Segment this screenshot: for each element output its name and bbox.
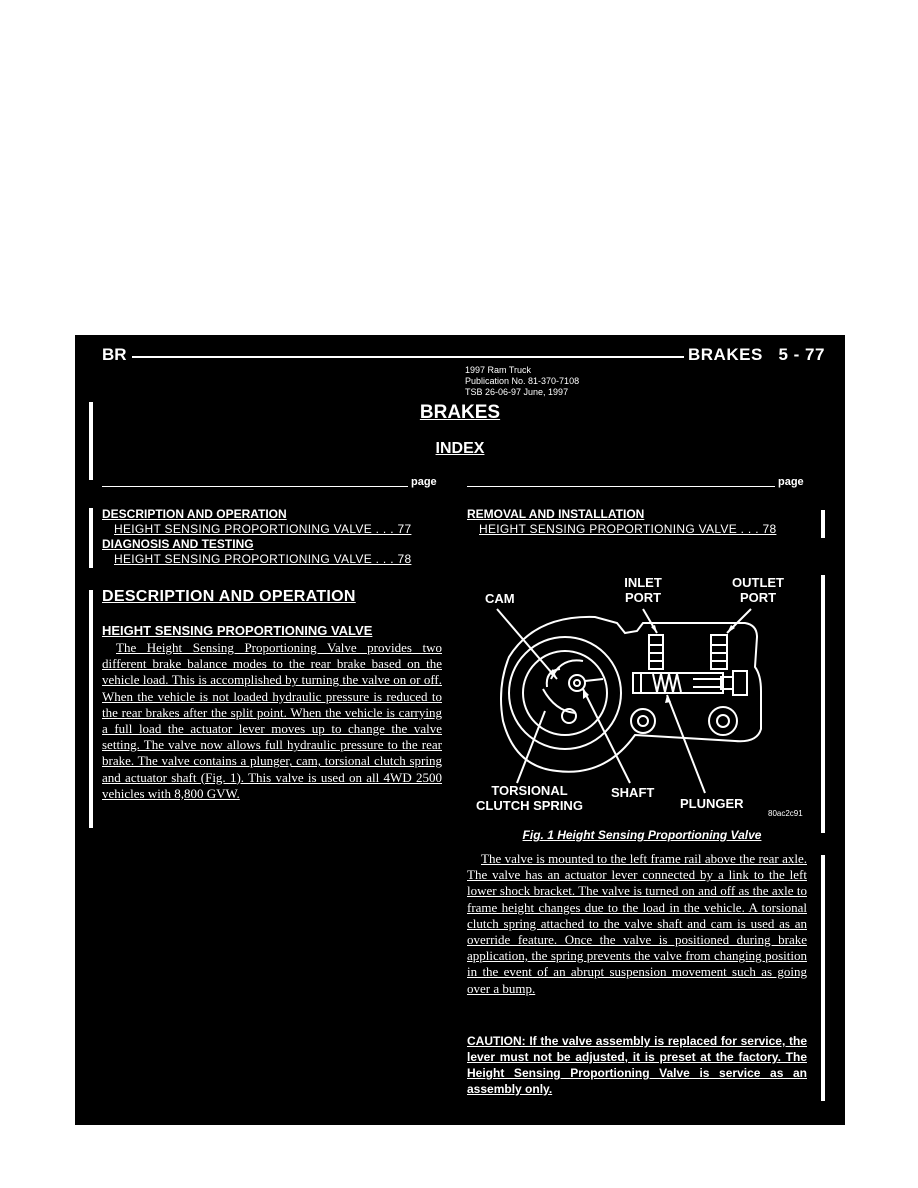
header-rule — [132, 356, 684, 358]
publication-info — [465, 365, 579, 398]
header-code: BR — [102, 345, 127, 364]
toc-right — [467, 507, 812, 537]
toc-section[interactable]: DESCRIPTION AND OPERATION — [102, 507, 287, 521]
change-bar — [821, 575, 825, 833]
header-section-title: BRAKES — [688, 345, 763, 364]
toc-item[interactable]: HEIGHT SENSING PROPORTIONING VALVE . . . 78 — [479, 522, 777, 536]
figure-label-plunger: PLUNGER — [680, 796, 744, 811]
toc-page-label-left: page — [411, 476, 437, 488]
toc-item[interactable]: HEIGHT SENSING PROPORTIONING VALVE . . . 77 — [114, 522, 412, 536]
header-title — [688, 345, 825, 365]
figure-code: 80ac2c91 — [768, 809, 803, 818]
figure-label-outlet-port: OUTLET PORT — [732, 575, 784, 605]
pub-line-1: 1997 Ram Truck — [465, 365, 532, 375]
index-heading: INDEX — [435, 440, 485, 457]
figure-caption: Fig. 1 Height Sensing Proportioning Valve — [522, 828, 762, 842]
body-paragraph: The Height Sensing Proportioning Valve provides two different brake balance modes to the rear brake based on the vehicle load. This is accomplished by turning the valve on or off. When the vehicle is not loaded hydraulic pressure is reduced to the rear brakes after the split point. When the vehicle is carrying a full load the actuator lever moves up to change the valve setting. The valve now allows full hydraulic pressure to the rear brake. The valve contains a plunger, cam, torsional clutch spring and actuator shaft (Fig. 1). This valve is used on all 4WD 2500 vehicles with 8,800 GVW. — [102, 640, 442, 801]
toc-page-label-right: page — [778, 476, 804, 488]
caution-note: CAUTION: If the valve assembly is replaced for service, the lever must not be adjusted, it is preset at the factory. The Height Sensing Proportioning Valve is service as an assembly only. — [467, 1034, 807, 1096]
change-bar — [89, 590, 93, 828]
section-heading: DESCRIPTION AND OPERATION — [102, 588, 356, 605]
figure-label-inlet-port: INLET PORT — [624, 575, 662, 605]
toc-section[interactable]: REMOVAL AND INSTALLATION — [467, 507, 645, 521]
toc-rule-left — [102, 486, 408, 487]
figure-label-shaft: SHAFT — [611, 785, 655, 800]
pub-line-2: Publication No. 81-370-7108 — [465, 376, 580, 386]
page-title: BRAKES — [419, 402, 501, 423]
subsection-heading: HEIGHT SENSING PROPORTIONING VALVE — [102, 623, 373, 638]
toc-rule-right — [467, 486, 775, 487]
figure-label-cam: CAM — [485, 591, 515, 606]
toc-item[interactable]: HEIGHT SENSING PROPORTIONING VALVE . . . 78 — [114, 552, 412, 566]
figure-valve — [465, 571, 817, 819]
change-bar — [89, 508, 93, 568]
body-paragraph: The valve is mounted to the left frame rail above the rear axle. The valve has an actuator lever connected by a link to the left lower shock bracket. The valve is turned on and off as the axle to frame height changes due to the load in the vehicle. A torsional clutch spring attached to the valve shaft and cam is used as an override feature. Once the valve is positioned during brake application, the spring prevents the valve from changing position in the event of an abrupt suspension movement such as going over a bump. — [467, 851, 807, 996]
change-bar — [821, 510, 825, 538]
toc-left — [102, 507, 447, 567]
toc-section[interactable]: DIAGNOSIS AND TESTING — [102, 537, 254, 551]
figure-label-torsional-spring: TORSIONAL CLUTCH SPRING — [476, 783, 583, 813]
manual-page — [75, 335, 845, 1125]
change-bar — [821, 855, 825, 1101]
pub-line-3: TSB 26-06-97 June, 1997 — [465, 387, 569, 397]
header-page-number: 5 - 77 — [778, 345, 825, 364]
valve-drawing — [465, 571, 817, 819]
